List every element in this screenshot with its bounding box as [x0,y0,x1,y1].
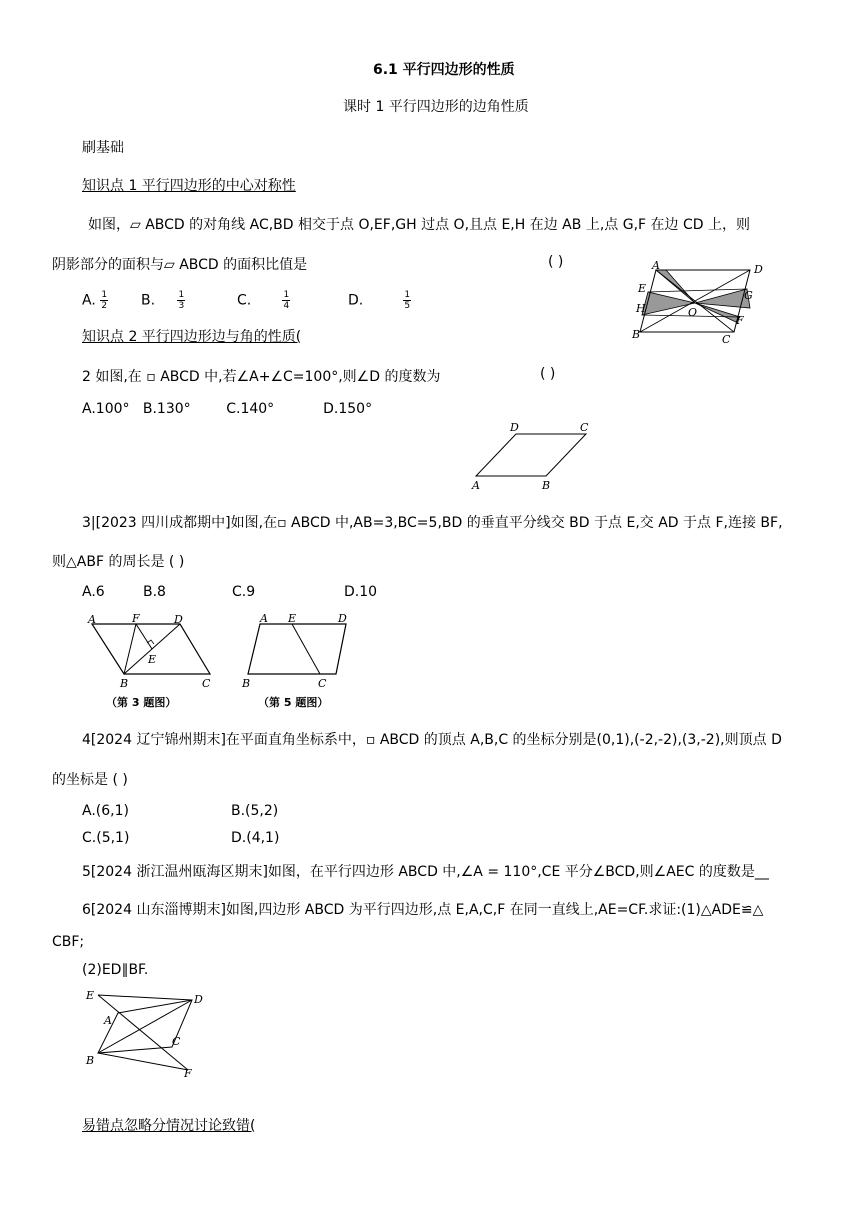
fig5-label-b: B [242,677,251,690]
q4-line2: 的坐标是 ( ) [52,772,128,788]
q3-option-b: B.8 [143,584,166,600]
fig5 [236,610,356,710]
fig3 [84,610,224,710]
fig5-label-c: C [318,677,327,690]
fig3-label-d: D [174,613,183,626]
q2-figure [468,420,598,495]
q6-fig-label-d: D [194,993,203,1006]
q2-fig-label-d: D [510,421,519,434]
q6-line1: 6[2024 山东淄博期末]如图,四边形 ABCD 为平行四边形,点 E,A,C,F 在同一直线上,AE=CF.求证:(1)△ADE≌△ [82,902,764,918]
q4-option-c: C.(5,1) [82,830,130,846]
q2-fig-label-c: C [580,421,589,434]
q1-option-b: B. $\frac{1}{3}$ [141,290,185,311]
q6-fig-label-a: A [104,1014,112,1027]
q1-line1: 如图，▱ ABCD 的对角线 AC,BD 相交于点 O,EF,GH 过点 O,且点 E,H 在边 AB 上,点 G,F 在边 CD 上，则 [88,217,750,233]
fig3-label-b: B [120,677,129,690]
q1-fig-label-e: E [638,282,647,295]
q1-fig-label-a: A [652,260,660,272]
q4-option-a: A.(6,1) [82,803,129,819]
q1-option-a: A. $\frac{1}{2}$ [82,290,108,311]
q3-option-c: C.9 [232,584,256,600]
fig3-caption: （第 3 题图） [106,696,177,709]
fig3-label-c: C [202,677,211,690]
q6-fig-label-b: B [86,1054,95,1067]
knowledge-point-2: 知识点 2 平行四边形边与角的性质( [82,329,302,345]
q1-option-c: C. $\frac{1}{4}$ [237,290,290,311]
q1-line2: 阴影部分的面积与▱ ABCD 的面积比值是 [52,257,308,273]
q2-options: A.100° B.130° C.140° D.150° [82,401,373,417]
q6-fig-label-f: F [184,1067,192,1078]
q2-fig-label-a: A [472,479,480,492]
page-title: 6.1 平行四边形的性质 [373,62,515,78]
q2-fig-label-b: B [542,479,551,492]
q6-fig-label-c: C [172,1035,181,1048]
q1-fig-label-o: O [688,306,698,319]
q1-fig-label-f: F [736,314,744,327]
q6-fig-label-e: E [86,989,95,1002]
fig5-label-d: D [338,612,347,625]
lesson-subtitle: 课时 1 平行四边形的边角性质 [343,99,529,115]
q1-fig-label-h: H [636,302,646,315]
fig3-label-e: E [148,653,157,666]
q1-fig-label-c: C [722,333,731,346]
q1-paren: ( ) [548,254,564,270]
fig5-label-e: E [288,612,297,625]
fig3-label-f: F [132,612,140,625]
error-section-heading: 易错点忽略分情况讨论致错( [82,1118,256,1134]
q4-option-d: D.(4,1) [231,830,280,846]
q3-option-d: D.10 [344,584,378,600]
section-basic: 刷基础 [82,140,124,156]
fig3-label-a: A [88,613,96,626]
q5-text: 5[2024 浙江温州瓯海区期末]如图，在平行四边形 ABCD 中,∠A = 110°,CE 平分∠BCD,则∠AEC 的度数是__ [82,864,769,880]
q6-figure [80,983,210,1078]
q3-option-a: A.6 [82,584,105,600]
knowledge-point-1: 知识点 1 平行四边形的中心对称性 [82,178,296,194]
q2-text: 2 如图,在 ▫ ABCD 中,若∠A+∠C=100°,则∠D 的度数为 [82,369,441,385]
q4-option-b: B.(5,2) [231,803,279,819]
q6-line2: CBF; [52,934,85,950]
fig5-label-a: A [260,612,268,625]
q4-line1: 4[2024 辽宁锦州期末]在平面直角坐标系中，▫ ABCD 的顶点 A,B,C 的坐标分别是(0,1),(-2,-2),(3,-2),则顶点 D [82,732,782,748]
q1-figure [628,260,788,348]
q1-fig-label-d: D [754,263,763,276]
fig5-caption: （第 5 题图） [258,696,329,709]
q2-paren: ( ) [540,366,556,382]
q6-line3: (2)ED∥BF. [82,962,149,978]
q3-line2: 则△ABF 的周长是 ( ) [52,554,185,570]
q3-line1: 3|[2023 四川成都期中]如图,在▫ ABCD 中,AB=3,BC=5,BD 的垂直平分线交 BD 于点 E,交 AD 于点 F,连接 BF, [82,515,783,531]
q1-fig-label-g: G [744,289,753,302]
q1-option-d: D. $\frac{1}{5}$ [348,290,411,311]
q1-fig-label-b: B [632,328,641,341]
